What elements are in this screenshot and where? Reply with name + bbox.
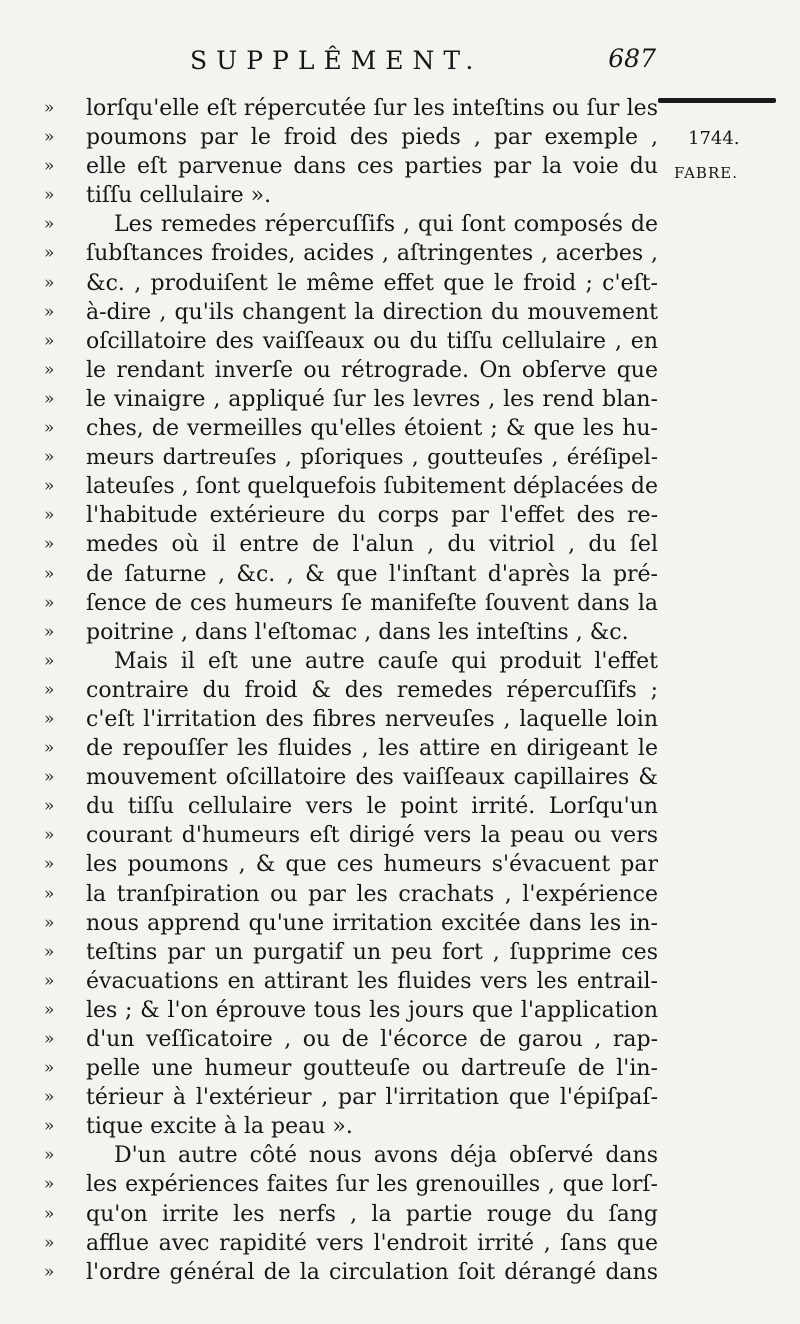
quotation-mark: » (44, 999, 55, 1020)
text-line (44, 385, 656, 414)
quotation-mark: » (44, 447, 55, 468)
text-line (44, 327, 656, 356)
quotation-mark: » (44, 650, 55, 671)
quotation-mark: » (44, 1203, 55, 1224)
text-line (44, 560, 656, 589)
text-line (44, 1083, 656, 1112)
quotation-mark: » (44, 214, 55, 235)
line-text: qu'on irrite les nerfs , la partie rouge du ſang (86, 1201, 658, 1227)
quotation-mark: » (44, 330, 55, 351)
quotation-mark: » (44, 796, 55, 817)
quotation-mark: » (44, 767, 55, 788)
text-line (44, 530, 656, 559)
line-text: d'un veſſicatoire , ou de l'écorce de garou , rap- (86, 1027, 658, 1052)
quotation-mark: » (44, 388, 55, 409)
quotation-mark: » (44, 301, 55, 322)
quotation-mark: » (44, 1261, 55, 1282)
running-title: SUPPLÊMENT. (190, 46, 483, 75)
line-text: le vinaigre , appliqué ſur les levres , les rend blan- (86, 386, 658, 412)
line-text: oſcillatoire des vaiſſeaux ou du tiſſu cellulaire , en (86, 328, 658, 354)
text-line (44, 269, 656, 298)
line-text: contraire du froid & des remedes répercuſſifs ; (86, 677, 658, 703)
quotation-mark: » (44, 592, 55, 613)
text-line (44, 676, 656, 705)
line-text: de repouſſer les fluides , les attire en dirigeant le (86, 736, 658, 762)
quotation-mark: » (44, 738, 55, 759)
page-header (40, 46, 660, 86)
text-line (44, 792, 656, 821)
text-line (44, 1258, 656, 1287)
text-line (44, 210, 656, 239)
text-line (44, 152, 656, 181)
line-text: Les remedes répercuſſifs , qui ſont composés de (114, 212, 658, 238)
text-line (44, 1141, 656, 1170)
quotation-mark: » (44, 272, 55, 293)
text-line (44, 1112, 656, 1141)
quotation-mark: » (44, 185, 55, 206)
text-line (44, 501, 656, 530)
line-text: Mais il eſt une autre cauſe qui produit l'effet (114, 648, 658, 674)
line-text: les ; & l'on éprouve tous les jours que l'application (86, 997, 658, 1023)
quotation-mark: » (44, 1087, 55, 1108)
line-text: tiſſu cellulaire ». (86, 183, 272, 209)
line-text: les expériences faites ſur les grenouilles , que lorſ- (86, 1172, 658, 1198)
quotation-mark: » (44, 359, 55, 380)
text-line (44, 1054, 656, 1083)
line-text: medes où il entre de l'alun , du vitriol , du ſel (86, 532, 658, 558)
text-line (44, 1170, 656, 1199)
line-text: courant d'humeurs eſt dirigé vers la peau ou vers (86, 823, 658, 849)
text-line (44, 734, 656, 763)
text-line (44, 618, 656, 647)
line-text: à-dire , qu'ils changent la direction du mouvement (86, 299, 658, 325)
quotation-mark: » (44, 418, 55, 439)
line-text: teſtins par un purgatif un peu fort , ſupprime ces (86, 939, 658, 965)
text-line (44, 850, 656, 879)
quotation-mark: » (44, 708, 55, 729)
text-line (44, 356, 656, 385)
quotation-mark: » (44, 156, 55, 177)
text-line (44, 763, 656, 792)
line-text: lorſqu'elle eſt répercutée ſur les inteſtins ou ſur les (86, 96, 658, 121)
quotation-mark: » (44, 883, 55, 904)
quotation-mark: » (44, 941, 55, 962)
quotation-mark: » (44, 505, 55, 526)
quotation-mark: » (44, 1116, 55, 1137)
line-text: elle eſt parvenue dans ces parties par la voie du (86, 154, 658, 180)
line-text: pelle une humeur goutteuſe ou dartreuſe de l'in- (86, 1056, 658, 1082)
line-text: lateuſes , ſont quelquefois ſubitement déplacées de (86, 474, 658, 500)
line-text: ſence de ces humeurs ſe manifeſte ſouvent dans la (86, 590, 658, 616)
text-line (44, 123, 656, 152)
quotation-mark: » (44, 1174, 55, 1195)
line-text: le rendant inverſe ou rétrograde. On obſerve que (86, 357, 658, 383)
quotation-mark: » (44, 621, 55, 642)
text-line (44, 967, 656, 996)
line-text: les poumons , & que ces humeurs s'évacuent par (86, 852, 658, 878)
text-line (44, 647, 656, 676)
text-line (44, 472, 656, 501)
text-line (44, 239, 656, 268)
line-text: nous apprend qu'une irritation excitée dans les in- (86, 910, 658, 936)
quotation-mark: » (44, 912, 55, 933)
text-line (44, 443, 656, 472)
quotation-mark: » (44, 563, 55, 584)
line-text: évacuations en attirant les fluides vers les entrail- (86, 968, 658, 994)
line-text: térieur à l'extérieur , par l'irritation que l'épiſpaſ- (86, 1085, 658, 1111)
text-line (44, 1229, 656, 1258)
quotation-mark: » (44, 98, 55, 118)
quotation-mark: » (44, 825, 55, 846)
text-line (44, 414, 656, 443)
line-text: meurs dartreuſes , pſoriques , goutteuſes , éréſipel- (86, 445, 658, 471)
line-text: poumons par le froid des pieds , par exemple , (86, 125, 658, 151)
quotation-mark: » (44, 1232, 55, 1253)
text-line (44, 821, 656, 850)
text-line (44, 94, 656, 123)
quotation-mark: » (44, 970, 55, 991)
line-text: c'eſt l'irritation des fibres nerveuſes , laquelle loin (86, 706, 658, 732)
margin-year: 1744. (688, 128, 740, 149)
line-text: poitrine , dans l'eſtomac , dans les inteſtins , &c. (86, 619, 629, 645)
line-text: &c. , produiſent le même effet que le froid ; c'eſt- (86, 270, 658, 296)
margin-author-name: FABRE. (674, 164, 738, 182)
line-text: du tiſſu cellulaire vers le point irrité. Lorſqu'un (86, 794, 658, 820)
line-text: mouvement oſcillatoire des vaiſſeaux capillaires & (86, 765, 658, 791)
text-line (44, 589, 656, 618)
quotation-mark: » (44, 127, 55, 148)
quotation-mark: » (44, 476, 55, 497)
line-text: l'habitude extérieure du corps par l'effet des re- (86, 503, 658, 529)
text-line (44, 909, 656, 938)
margin-rule (658, 98, 776, 103)
text-line (44, 880, 656, 909)
line-text: afflue avec rapidité vers l'endroit irrité , ſans que (86, 1230, 658, 1256)
text-line (44, 1200, 656, 1229)
body-text (44, 94, 656, 1287)
text-line (44, 181, 656, 210)
text-line (44, 298, 656, 327)
line-text: ches, de vermeilles qu'elles étoient ; & que les hu- (86, 416, 658, 442)
text-line (44, 938, 656, 967)
quotation-mark: » (44, 1058, 55, 1079)
text-line (44, 996, 656, 1025)
quotation-mark: » (44, 1145, 55, 1166)
quotation-mark: » (44, 534, 55, 555)
line-text: tique excite à la peau ». (86, 1114, 353, 1140)
quotation-mark: » (44, 679, 55, 700)
line-text: de ſaturne , &c. , & que l'inſtant d'après la pré- (86, 561, 658, 587)
line-text: ſubſtances froides, acides , aſtringentes , acerbes , (86, 241, 658, 267)
line-text: la tranſpiration ou par les crachats , l'expérience (86, 881, 658, 907)
line-text: l'ordre général de la circulation ſoit dérangé dans (86, 1259, 658, 1285)
line-text: D'un autre côté nous avons déja obſervé dans (114, 1143, 658, 1169)
quotation-mark: » (44, 1029, 55, 1049)
text-line (44, 1025, 656, 1054)
quotation-mark: » (44, 243, 55, 264)
page-number: 687 (608, 44, 656, 73)
text-line (44, 705, 656, 734)
quotation-mark: » (44, 854, 55, 875)
